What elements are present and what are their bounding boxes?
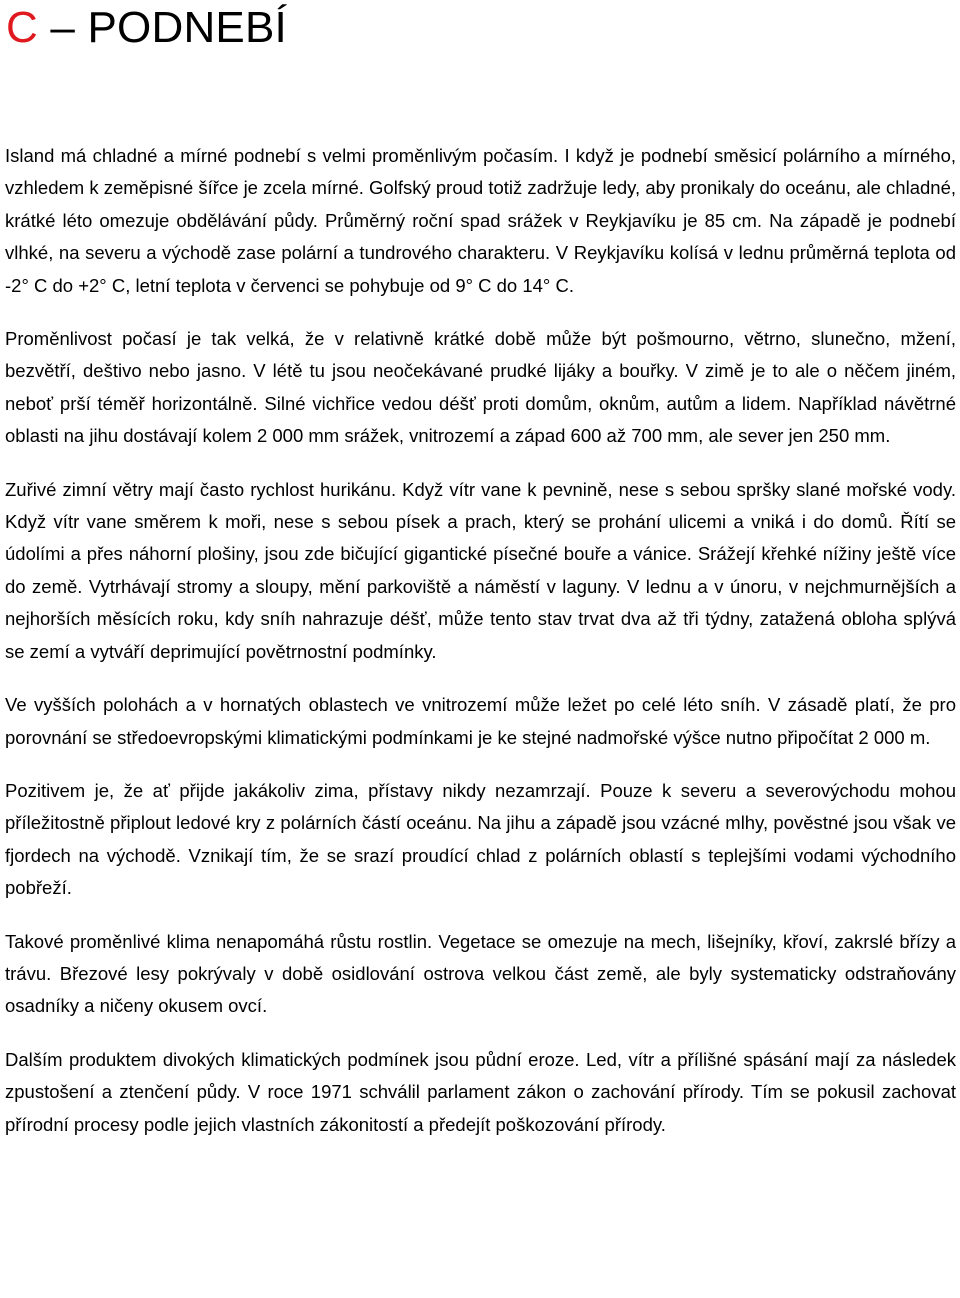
- paragraph-1: Island má chladné a mírné podnebí s velmi proměnlivým počasím. I když je podnebí směsicí polárního a mírného, vzhledem k zeměpisné šířce je zcela mírné. Golfský proud totiž zadržuje ledy, aby pronikaly do oceánu, ale chladné, krátké léto omezuje obdělávání půdy. Průměrný roční spad srážek v Reykjavíku je 85 cm. Na západě je podnebí vlhké, na severu a východě zase polární a tundrového charakteru. V Reykjavíku kolísá v lednu průměrná teplota od -2° C do +2° C, letní teplota v červenci se pohybuje od 9° C do 14° C.: [5, 145, 956, 296]
- title-letter: C: [6, 3, 38, 52]
- title-text: – PODNEBÍ: [37, 3, 287, 52]
- paragraph-2: Proměnlivost počasí je tak velká, že v relativně krátké době může být pošmourno, větrno, slunečno, mžení, bezvětří, deštivo nebo jasno. V létě tu jsou neočekávané prudké lijáky a bouřky. V zimě je to ale o něčem jiném, neboť prší téměř horizontálně. Silné vichřice vedou déšť proti domům, oknům, autům a lidem. Například návětrné oblasti na jihu dostávají kolem 2 000 mm srážek, vnitrozemí a západ 600 až 700 mm, ale sever jen 250 mm.: [5, 328, 956, 447]
- paragraph-7: Dalším produktem divokých klimatických podmínek jsou půdní eroze. Led, vítr a přílišné spásání mají za následek zpustošení a ztenčení půdy. V roce 1971 schválil parlament zákon o zachování přírody. Tím se pokusil zachovat přírodní procesy podle jejich vlastních zákonitostí a předejít poškozování přírody.: [5, 1048, 956, 1135]
- paragraph-4: Ve vyšších polohách a v hornatých oblastech ve vnitrozemí může ležet po celé léto sníh. V zásadě platí, že pro porovnání se středoevropskými klimatickými podmínkami je ke stejné nadmořské výšce nutno připočítat 2 000 m.: [5, 694, 956, 748]
- paragraph-6: Takové proměnlivé klima nenapomáhá růstu rostlin. Vegetace se omezuje na mech, lišejníky, křoví, zakrslé břízy a trávu. Březové lesy pokrývaly v době osidlování ostrova velkou část země, ale byly systematicky odstraňovány osadníky a ničeny okusem ovcí.: [5, 930, 956, 1017]
- paragraph-3: Zuřivé zimní větry mají často rychlost hurikánu. Když vítr vane k pevnině, nese s sebou spršky slané mořské vody. Když vítr vane směrem k moři, nese s sebou písek a prach, který se prohání ulicemi a vniká i do domů. Řítí se údolími a přes náhorní plošiny, jsou zde bičující gigantické písečné bouře a vánice. Srážejí křehké nížiny ještě více do země. Vytrhávají stromy a sloupy, mění parkoviště a náměstí v laguny. V lednu a v únoru, v nejchmurnějších a nejhorších měsících roku, kdy sníh nahrazuje déšť, může tento stav trvat dva až tři týdny, zatažená obloha splývá se zemí a vytváří deprimující povětrnostní podmínky.: [5, 478, 956, 662]
- page-title: [6, 0, 287, 56]
- document-body: [5, 140, 956, 1141]
- paragraph-5: Pozitivem je, že ať přijde jakákoliv zima, přístavy nikdy nezamrzají. Pouze k severu a severovýchodu mohou příležitostně připlout ledové kry z polárních částí oceánu. Na jihu a západě jsou vzácné mlhy, pověstné jsou však ve fjordech na východě. Vznikají tím, že se srazí proudící chlad z polárních oblastí s teplejšími vodami východního pobřeží.: [5, 779, 956, 899]
